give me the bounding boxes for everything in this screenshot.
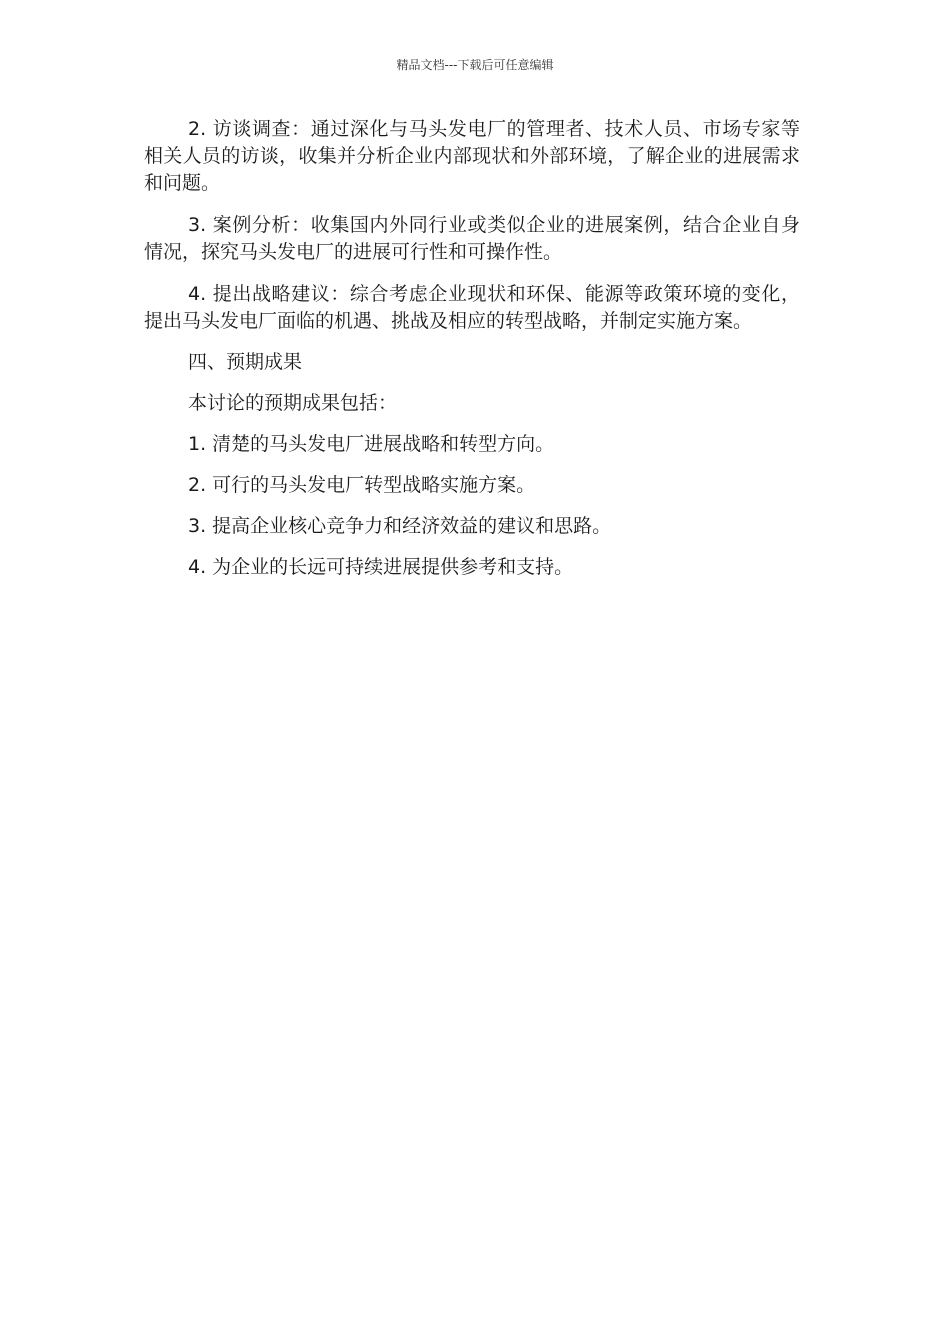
document-body bbox=[144, 116, 800, 581]
list-item-result-2: 2. 可行的马头发电厂转型战略实施方案。 bbox=[188, 474, 536, 496]
page-header: 精品文档---下载后可任意编辑 bbox=[396, 58, 554, 72]
list-item-result-4: 4. 为企业的长远可持续进展提供参考和支持。 bbox=[188, 556, 574, 578]
paragraph-strategy-proposal: 4. 提出战略建议：综合考虑企业现状和环保、能源等政策环境的变化，提出马头发电厂面临的机遇、挑战及相应的转型战略，并制定实施方案。 bbox=[144, 283, 800, 332]
paragraph-results-intro: 本讨论的预期成果包括： bbox=[188, 392, 398, 414]
section-heading-expected-results: 四、预期成果 bbox=[188, 351, 303, 373]
list-item-result-1: 1. 清楚的马头发电厂进展战略和转型方向。 bbox=[188, 433, 555, 455]
list-item-result-3: 3. 提高企业核心竞争力和经济效益的建议和思路。 bbox=[188, 515, 612, 537]
paragraph-case-analysis: 3. 案例分析：收集国内外同行业或类似企业的进展案例，结合企业自身情况，探究马头发电厂的进展可行性和可操作性。 bbox=[144, 214, 800, 263]
paragraph-interview-survey: 2. 访谈调查：通过深化与马头发电厂的管理者、技术人员、市场专家等相关人员的访谈，收集并分析企业内部现状和外部环境，了解企业的进展需求和问题。 bbox=[144, 118, 800, 194]
